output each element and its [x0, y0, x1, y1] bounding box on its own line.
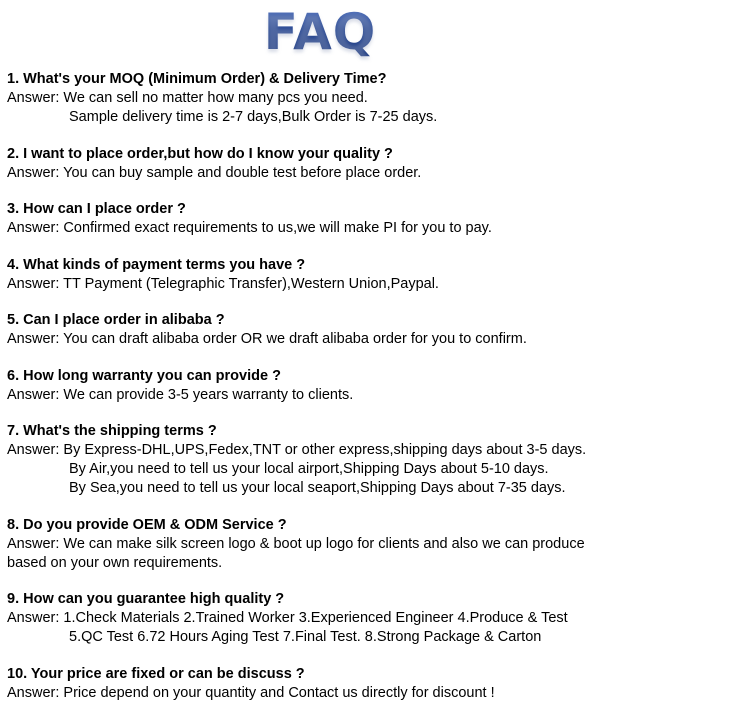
- faq-answer-continuation: By Air,you need to tell us your local airport,Shipping Days about 5-10 days.: [69, 461, 549, 477]
- faq-answer: Answer: Confirmed exact requirements to us,we will make PI for you to pay.: [7, 220, 492, 236]
- faq-item: [7, 422, 742, 498]
- faq-answer: Answer: TT Payment (Telegraphic Transfer),Western Union,Paypal.: [7, 275, 439, 292]
- faq-item: [7, 311, 742, 349]
- faq-question: 5. Can I place order in alibaba ?: [7, 312, 225, 328]
- faq-item: [7, 516, 742, 573]
- faq-answer-continuation: 5.QC Test 6.72 Hours Aging Test 7.Final Test. 8.Strong Package & Carton: [69, 629, 542, 645]
- faq-answer: Answer: We can sell no matter how many pcs you need.: [7, 90, 368, 106]
- faq-answer: Answer: 1.Check Materials 2.Trained Worker 3.Experienced Engineer 4.Produce & Test: [7, 610, 568, 626]
- faq-item: [7, 145, 742, 183]
- faq-item: [7, 70, 742, 127]
- faq-answer-continuation: based on your own requirements.: [7, 554, 223, 571]
- faq-question: 1. What's your MOQ (Minimum Order) & Delivery Time?: [7, 71, 387, 87]
- faq-item: [7, 367, 742, 405]
- faq-item: [7, 665, 742, 703]
- faq-question: 7. What's the shipping terms ?: [7, 423, 217, 439]
- faq-title: FAQ: [224, 0, 377, 64]
- faq-answer: Answer: You can draft alibaba order OR we draft alibaba order for you to confirm.: [7, 331, 527, 347]
- faq-question: 9. How can you guarantee high quality ?: [7, 591, 285, 607]
- faq-question: 2. I want to place order,but how do I know your quality ?: [7, 145, 393, 162]
- faq-answer: Answer: You can buy sample and double test before place order.: [7, 164, 422, 181]
- faq-answer: Answer: We can make silk screen logo & boot up logo for clients and also we can produce: [7, 535, 585, 552]
- faq-question: 3. How can I place order ?: [7, 201, 186, 217]
- faq-item: [7, 200, 742, 238]
- faq-item: [7, 590, 742, 647]
- faq-item: [7, 256, 742, 294]
- faq-answer: Answer: By Express-DHL,UPS,Fedex,TNT or other express,shipping days about 3-5 days.: [7, 442, 587, 458]
- faq-list: [7, 70, 742, 720]
- faq-answer-continuation: By Sea,you need to tell us your local seaport,Shipping Days about 7-35 days.: [69, 480, 566, 496]
- faq-question: 10. Your price are fixed or can be discuss ?: [7, 665, 305, 682]
- faq-answer: Answer: We can provide 3-5 years warranty to clients.: [7, 386, 354, 403]
- faq-title-banner: [0, 0, 600, 66]
- faq-question: 6. How long warranty you can provide ?: [7, 367, 281, 384]
- faq-question: 8. Do you provide OEM & ODM Service ?: [7, 516, 287, 533]
- faq-answer: Answer: Price depend on your quantity and Contact us directly for discount !: [7, 684, 495, 701]
- faq-answer-continuation: Sample delivery time is 2-7 days,Bulk Order is 7-25 days.: [69, 109, 438, 125]
- faq-question: 4. What kinds of payment terms you have ?: [7, 256, 306, 273]
